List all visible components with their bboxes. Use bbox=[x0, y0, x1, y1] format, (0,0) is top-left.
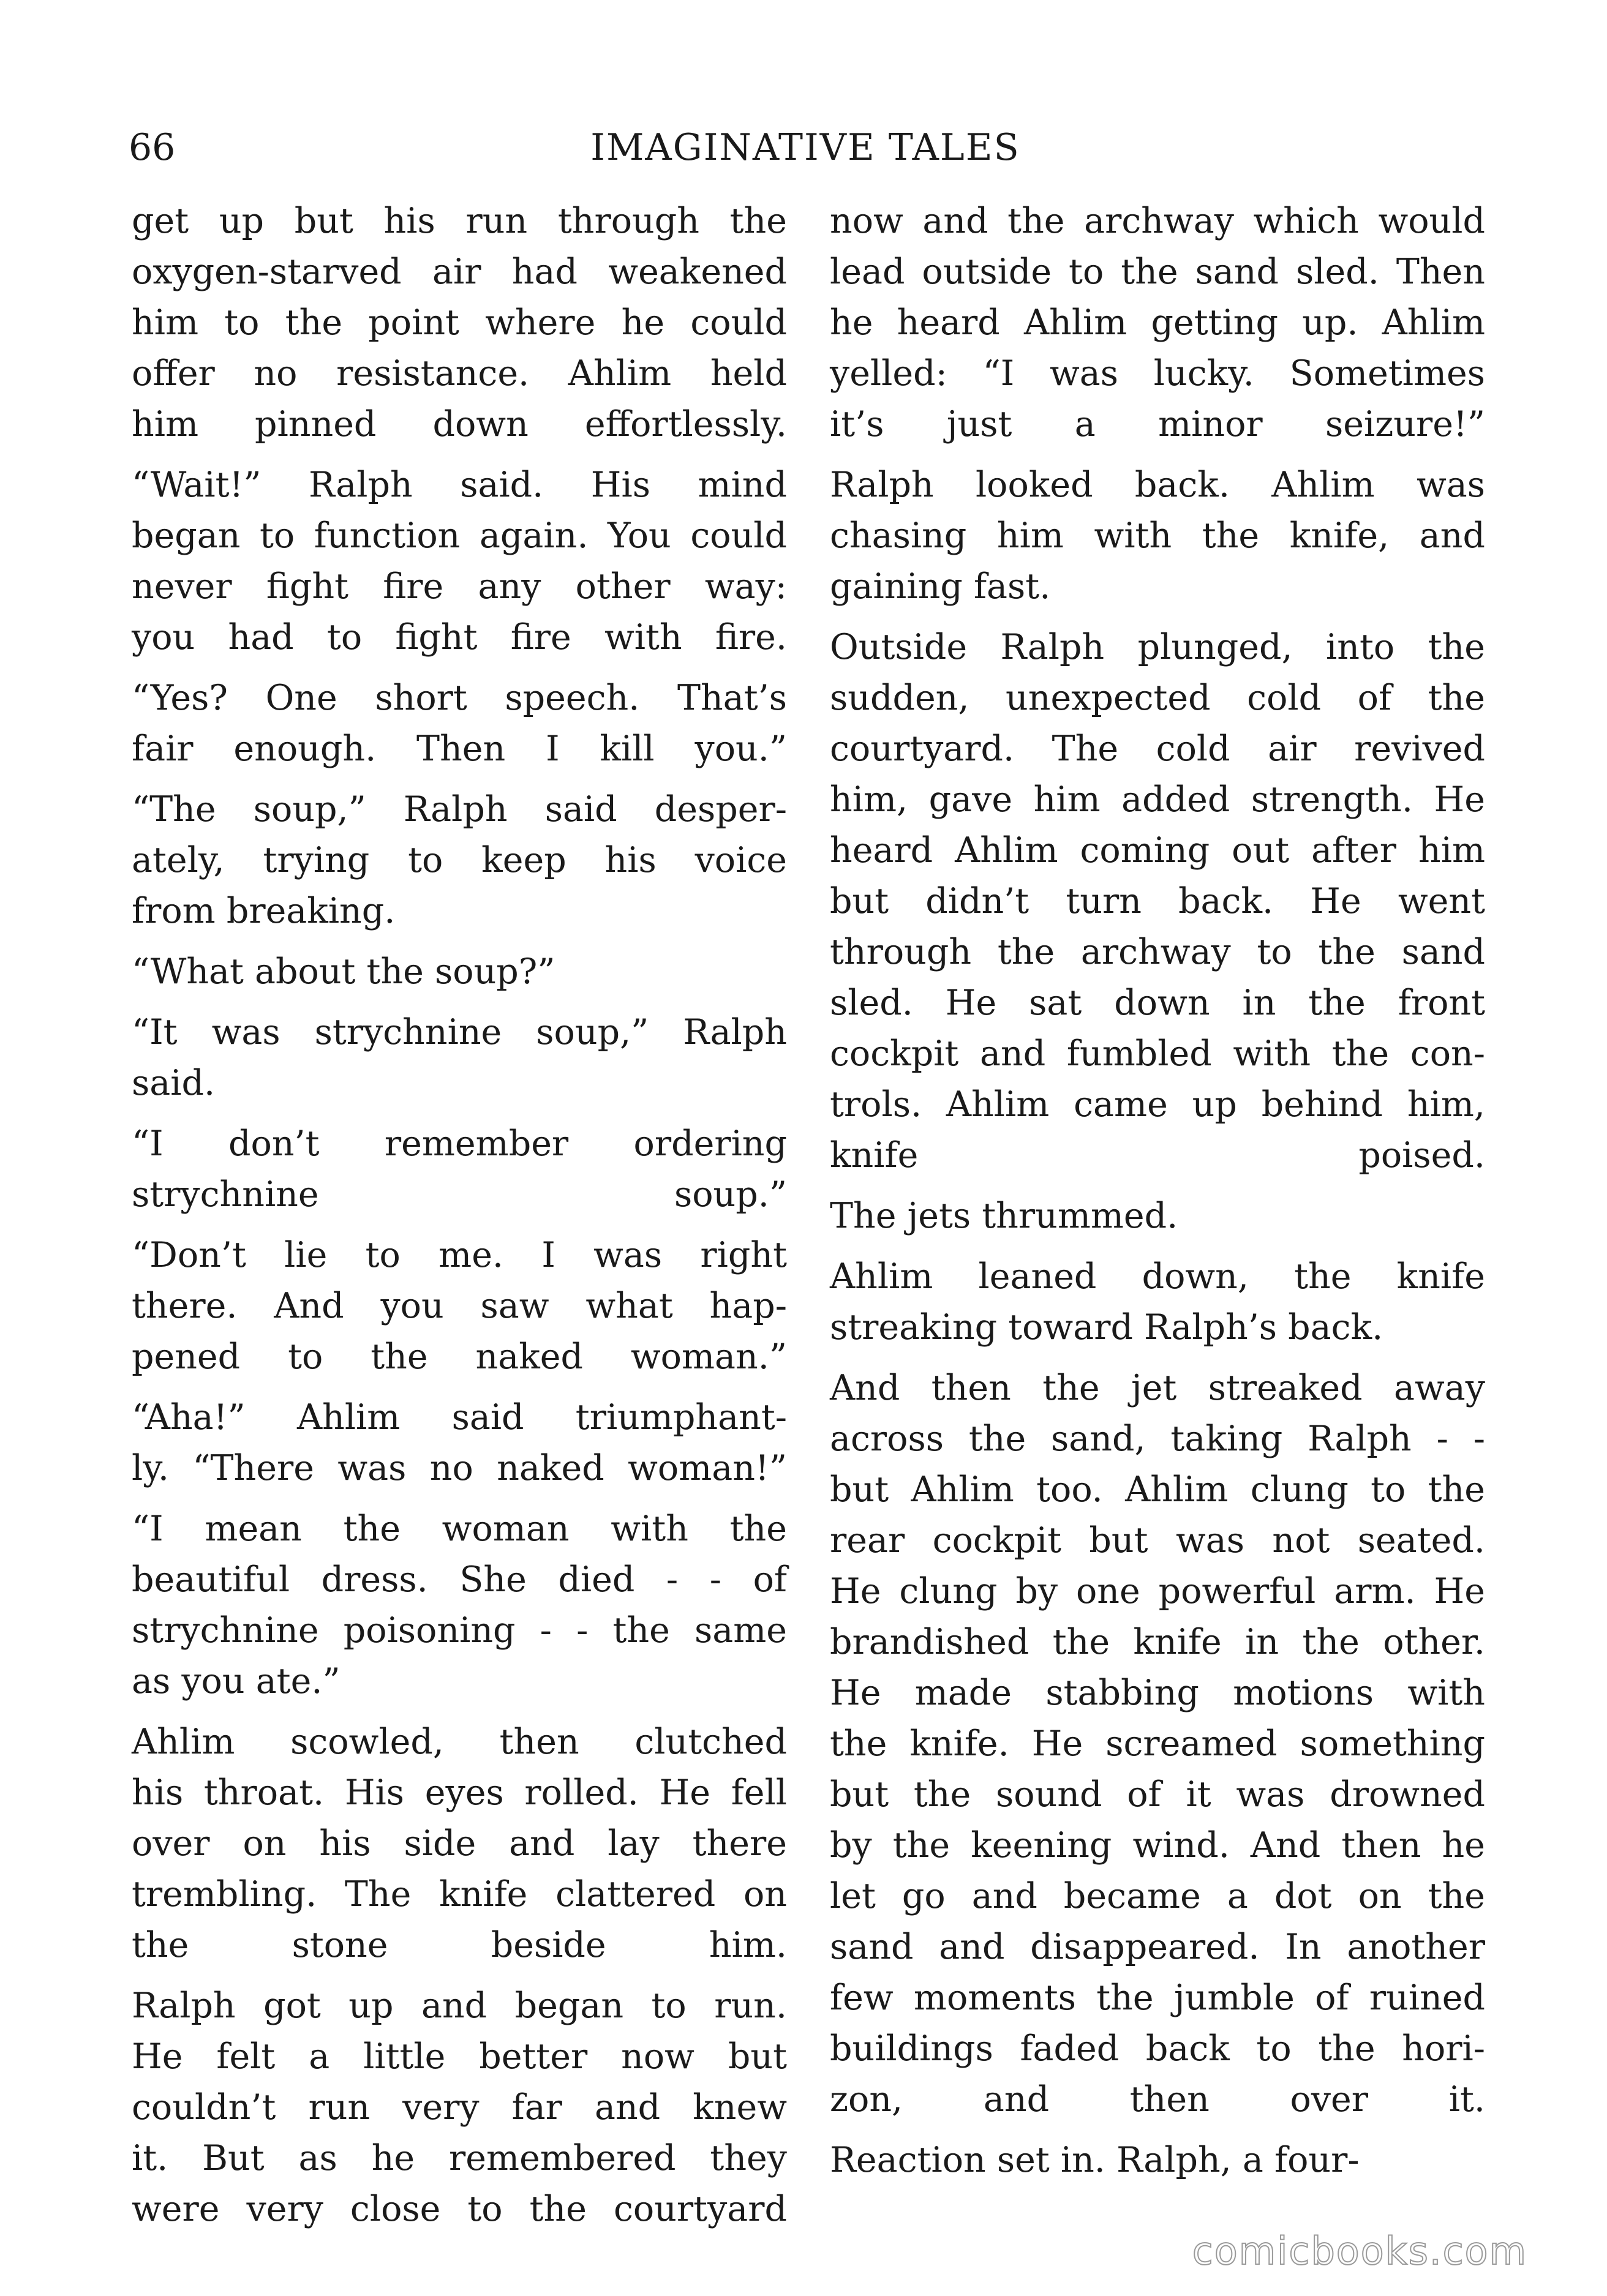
page-header bbox=[129, 120, 1482, 175]
text-line: He felt a little better now but bbox=[132, 2036, 787, 2077]
text-line: over on his side and lay there bbox=[132, 1823, 787, 1864]
text-line: fair enough. Then I kill you.” bbox=[132, 729, 787, 769]
paragraph bbox=[830, 1363, 1485, 2125]
text-line: “Don’t lie to me. I was right bbox=[132, 1235, 787, 1275]
paragraph bbox=[830, 196, 1485, 450]
paragraph bbox=[830, 1251, 1485, 1353]
text-line: trembling. The knife clattered on bbox=[132, 1874, 787, 1915]
text-line: you had to fight fire with fire. bbox=[132, 617, 787, 658]
text-line: streaking toward Ralph’s back. bbox=[830, 1307, 1383, 1348]
text-line: Ahlim leaned down, the knife bbox=[830, 1256, 1485, 1297]
text-line: his throat. His eyes rolled. He fell bbox=[132, 1773, 787, 1813]
text-line: him, gave him added strength. He bbox=[830, 779, 1485, 820]
paragraph bbox=[132, 947, 787, 997]
text-line: get up but his run through the bbox=[132, 201, 787, 241]
text-line: oxygen-starved air had weakened bbox=[132, 252, 787, 292]
text-line: zon, and then over it. bbox=[830, 2079, 1485, 2120]
text-line: yelled: “I was lucky. Sometimes bbox=[830, 353, 1485, 394]
text-line: “Yes? One short speech. That’s bbox=[132, 678, 787, 718]
paragraph bbox=[132, 1717, 787, 1971]
text-line: he heard Ahlim getting up. Ahlim bbox=[830, 302, 1485, 343]
text-line: pened to the naked woman.” bbox=[132, 1337, 787, 1377]
page-number: 66 bbox=[129, 126, 176, 169]
paragraph bbox=[132, 1392, 787, 1494]
text-line: the knife. He screamed something bbox=[830, 1724, 1485, 1764]
text-line: Reaction set in. Ralph, a four- bbox=[830, 2140, 1360, 2180]
paragraph bbox=[132, 460, 787, 663]
text-line: began to function again. You could bbox=[132, 516, 787, 556]
text-line: gaining fast. bbox=[830, 566, 1051, 607]
text-line: sand and disappeared. In another bbox=[830, 1927, 1485, 1967]
text-line: “The soup,” Ralph said desper- bbox=[132, 789, 787, 830]
text-line: ately, trying to keep his voice bbox=[132, 840, 787, 880]
text-line: sled. He sat down in the front bbox=[830, 983, 1485, 1023]
text-line: strychnine soup.” bbox=[132, 1174, 787, 1215]
text-line: the stone beside him. bbox=[132, 1925, 787, 1965]
text-line: “I mean the woman with the bbox=[132, 1509, 787, 1549]
text-line: few moments the jumble of ruined bbox=[830, 1978, 1485, 2018]
paragraph bbox=[132, 1504, 787, 1707]
paragraph bbox=[132, 196, 787, 450]
watermark: comicbooks.com bbox=[1192, 2229, 1527, 2273]
paragraph bbox=[132, 673, 787, 775]
text-line: from breaking. bbox=[132, 891, 396, 931]
paragraph bbox=[132, 784, 787, 937]
paragraph bbox=[132, 1119, 787, 1220]
text-line: lead outside to the sand sled. Then bbox=[830, 252, 1485, 292]
paragraph bbox=[830, 622, 1485, 1181]
text-line: now and the archway which would bbox=[830, 201, 1485, 241]
text-line: brandished the knife in the other. bbox=[830, 1622, 1485, 1662]
text-line: Ralph looked back. Ahlim was bbox=[830, 465, 1485, 505]
left-column bbox=[132, 196, 787, 2245]
text-line: cockpit and fumbled with the con- bbox=[830, 1034, 1485, 1074]
text-line: “It was strychnine soup,” Ralph bbox=[132, 1012, 787, 1052]
paragraph bbox=[830, 1191, 1485, 1242]
text-line: Outside Ralph plunged, into the bbox=[830, 627, 1485, 667]
paragraph bbox=[830, 460, 1485, 612]
text-line: knife poised. bbox=[830, 1135, 1485, 1176]
text-line: buildings faded back to the hori- bbox=[830, 2028, 1485, 2069]
text-line: but the sound of it was drowned bbox=[830, 1774, 1485, 1815]
text-line: said. bbox=[132, 1063, 216, 1103]
text-line: let go and became a dot on the bbox=[830, 1876, 1485, 1916]
text-line: He clung by one powerful arm. He bbox=[830, 1571, 1485, 1611]
text-line: Ahlim scowled, then clutched bbox=[132, 1722, 787, 1762]
paragraph bbox=[132, 1981, 787, 2235]
text-line: there. And you saw what hap- bbox=[132, 1286, 787, 1326]
text-line: He made stabbing motions with bbox=[830, 1673, 1485, 1713]
text-line: across the sand, taking Ralph - - bbox=[830, 1419, 1485, 1459]
text-line: never fight fire any other way: bbox=[132, 566, 787, 607]
text-line: The jets thrummed. bbox=[830, 1196, 1178, 1236]
text-line: rear cockpit but was not seated. bbox=[830, 1520, 1485, 1561]
text-line: trols. Ahlim came up behind him, bbox=[830, 1084, 1485, 1125]
right-column bbox=[830, 196, 1485, 2196]
text-line: but Ahlim too. Ahlim clung to the bbox=[830, 1469, 1485, 1510]
text-line: chasing him with the knife, and bbox=[830, 516, 1485, 556]
text-line: offer no resistance. Ahlim held bbox=[132, 353, 787, 394]
text-line: beautiful dress. She died - - of bbox=[132, 1559, 787, 1600]
paragraph bbox=[830, 2135, 1485, 2186]
text-line: were very close to the courtyard bbox=[132, 2189, 787, 2229]
text-line: “What about the soup?” bbox=[132, 951, 555, 992]
text-line: Ralph got up and began to run. bbox=[132, 1986, 787, 2026]
paragraph bbox=[132, 1007, 787, 1109]
text-line: strychnine poisoning - - the same bbox=[132, 1610, 787, 1651]
text-line: heard Ahlim coming out after him bbox=[830, 830, 1485, 871]
text-line: by the keening wind. And then he bbox=[830, 1825, 1485, 1866]
text-line: it’s just a minor seizure!” bbox=[830, 404, 1485, 445]
text-line: couldn’t run very far and knew bbox=[132, 2087, 787, 2128]
text-line: as you ate.” bbox=[132, 1661, 341, 1701]
text-line: “Wait!” Ralph said. His mind bbox=[132, 465, 787, 505]
text-line: but didn’t turn back. He went bbox=[830, 881, 1485, 921]
text-line: through the archway to the sand bbox=[830, 932, 1485, 972]
paragraph bbox=[132, 1230, 787, 1382]
text-line: him to the point where he could bbox=[132, 302, 787, 343]
text-line: courtyard. The cold air revived bbox=[830, 729, 1485, 769]
running-title: IMAGINATIVE TALES bbox=[590, 126, 1020, 169]
text-line: sudden, unexpected cold of the bbox=[830, 678, 1485, 718]
text-line: “Aha!” Ahlim said triumphant- bbox=[132, 1397, 787, 1438]
text-line: ly. “There was no naked woman!” bbox=[132, 1448, 787, 1488]
text-line: And then the jet streaked away bbox=[830, 1368, 1485, 1408]
text-line: it. But as he remembered they bbox=[132, 2138, 787, 2178]
text-line: him pinned down effortlessly. bbox=[132, 404, 787, 445]
text-line: “I don’t remember ordering bbox=[132, 1124, 787, 1164]
